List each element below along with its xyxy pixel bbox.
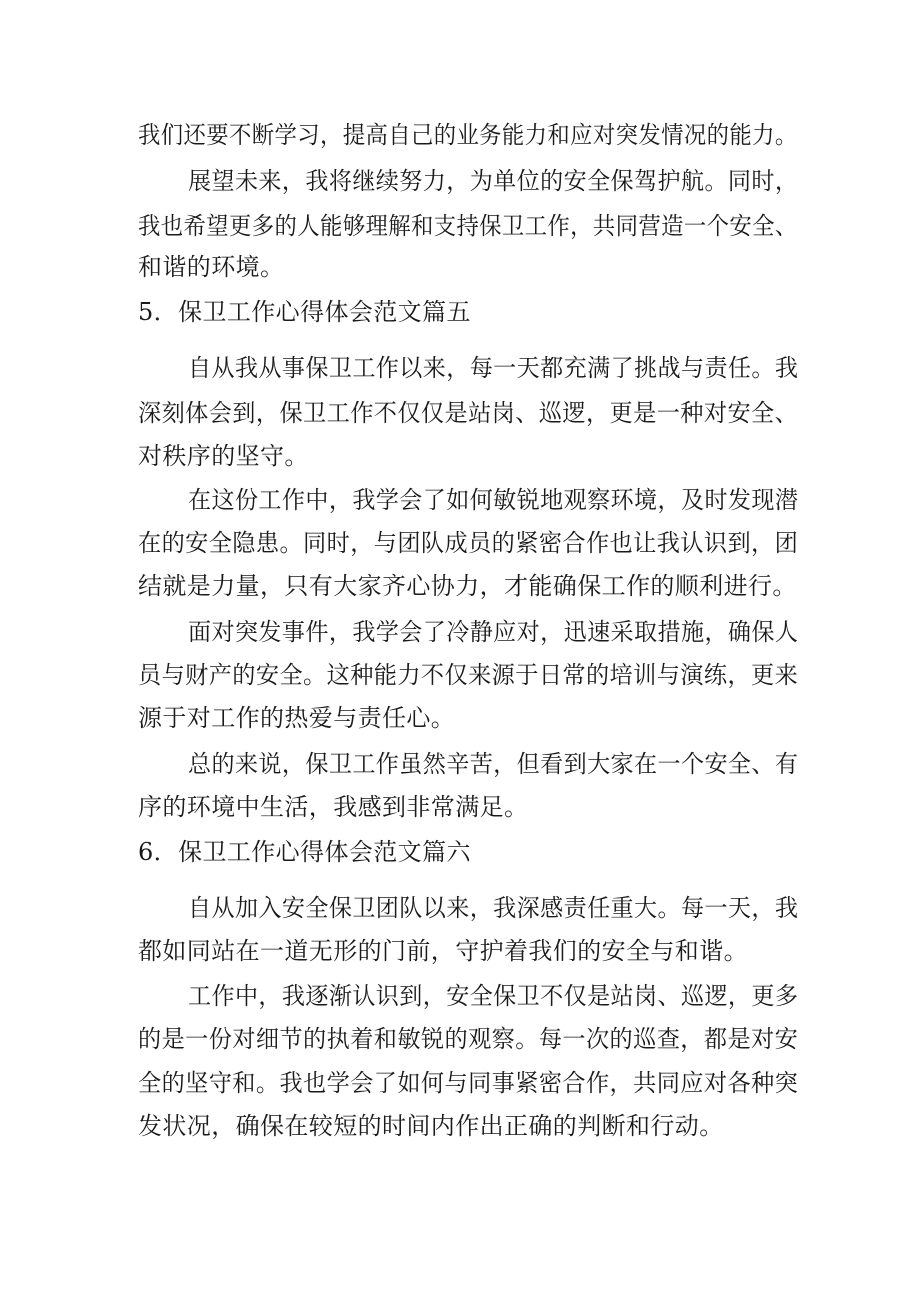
section-heading-5: 5．保卫工作心得体会范文篇五: [138, 298, 471, 326]
paragraph-line: 的是一份对细节的执着和敏锐的观察。每一次的巡查，都是对安: [138, 1025, 799, 1053]
paragraph-line: 总的来说，保卫工作虽然辛苦，但看到大家在一个安全、有: [188, 750, 799, 778]
paragraph-line: 我也希望更多的人能够理解和支持保卫工作，共同营造一个安全、: [138, 212, 798, 240]
paragraph-line: 自从我从事保卫工作以来，每一天都充满了挑战与责任。我: [188, 354, 799, 382]
paragraph-line: 都如同站在一道无形的门前，守护着我们的安全与和谐。: [138, 937, 748, 965]
paragraph-line: 和谐的环境。: [138, 253, 285, 281]
section-heading-6: 6．保卫工作心得体会范文篇六: [138, 838, 471, 866]
paragraph-line: 展望未来，我将继续努力，为单位的安全保驾护航。同时，: [188, 167, 799, 195]
paragraph-line: 面对突发事件，我学会了冷静应对，迅速采取措施，确保人: [188, 618, 799, 646]
paragraph-line: 自从加入安全保卫团队以来，我深感责任重大。每一天，我: [188, 894, 799, 922]
paragraph-line: 我们还要不断学习，提高自己的业务能力和应对突发情况的能力。: [138, 121, 798, 149]
paragraph-line: 深刻体会到，保卫工作不仅仅是站岗、巡逻，更是一种对安全、: [138, 399, 799, 427]
paragraph-line: 在的安全隐患。同时，与团队成员的紧密合作也让我认识到，团: [138, 529, 799, 557]
paragraph-line: 序的环境中生活，我感到非常满足。: [138, 793, 529, 821]
paragraph-line: 工作中，我逐渐认识到，安全保卫不仅是站岗、巡逻，更多: [188, 982, 799, 1010]
paragraph-line: 在这份工作中，我学会了如何敏锐地观察环境，及时发现潜: [188, 486, 799, 514]
paragraph-line: 全的坚守和。我也学会了如何与同事紧密合作，共同应对各种突: [138, 1069, 799, 1097]
paragraph-line: 对秩序的坚守。: [138, 442, 309, 470]
paragraph-line: 源于对工作的热爱与责任心。: [138, 704, 456, 732]
paragraph-line: 员与财产的安全。这种能力不仅来源于日常的培训与演练，更来: [138, 661, 799, 689]
paragraph-line: 发状况，确保在较短的时间内作出正确的判断和行动。: [138, 1112, 724, 1140]
paragraph-line: 结就是力量，只有大家齐心协力，才能确保工作的顺利进行。: [138, 572, 797, 600]
